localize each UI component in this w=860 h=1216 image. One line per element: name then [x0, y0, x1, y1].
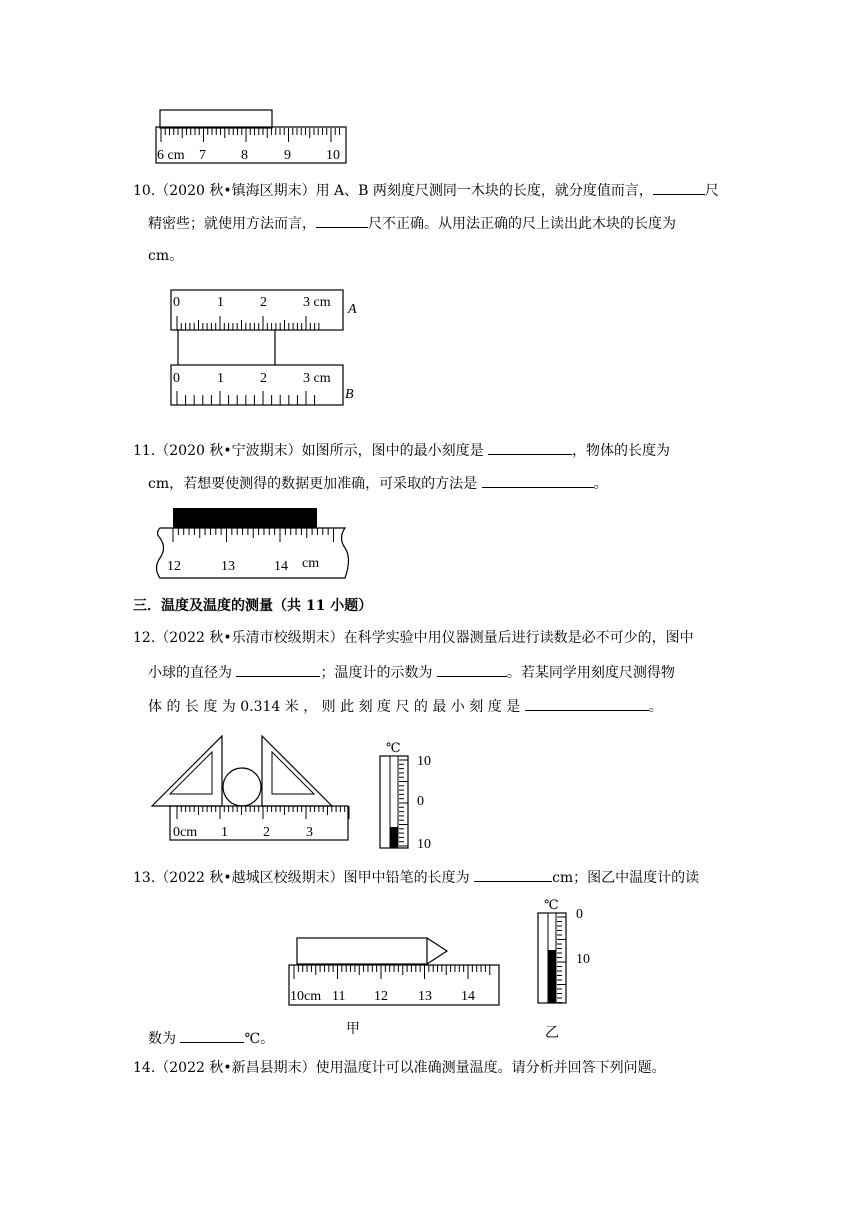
ruler-label: 2	[260, 371, 267, 386]
q13-line2: 数为 ℃。	[148, 1028, 274, 1049]
answer-blank[interactable]	[525, 696, 649, 711]
mercury-column	[548, 950, 556, 1003]
answer-blank[interactable]	[474, 867, 552, 882]
q12-line2: 小球的直径为 ；温度计的示数为 。若某同学用刻度尺测得物	[148, 662, 675, 683]
q10-line3: cm。	[148, 248, 184, 264]
ruler-label: 14	[274, 559, 288, 574]
rulers-a-b-figure	[165, 285, 365, 410]
ruler-q11-figure	[150, 505, 355, 583]
q10-line2: 精密些；就使用方法而言， 尺不正确。从用法正确的尺上读出此木块的长度为	[148, 213, 676, 234]
ruler-name-b: B	[345, 387, 354, 402]
ruler-label: 0	[173, 371, 180, 386]
ruler-label: 6 cm	[157, 148, 185, 163]
ball-diameter-figure	[150, 730, 360, 845]
thermo-label: 0	[576, 907, 583, 922]
answer-blank[interactable]	[437, 662, 507, 677]
section-title: 三．温度及温度的测量（共 11 小题）	[133, 598, 373, 614]
figure-caption-jia: 甲	[346, 1021, 360, 1037]
thermo-label: 10	[417, 837, 431, 852]
ruler-name-a: A	[348, 302, 357, 317]
ruler-label: 12	[374, 989, 388, 1004]
thermo-label: 10	[576, 952, 590, 967]
ball	[223, 768, 261, 806]
ruler-label: 8	[241, 148, 248, 163]
ruler-label: 10	[326, 148, 340, 163]
ruler-label: 13	[418, 989, 432, 1004]
q11-line2: cm，若想要使测得的数据更加准确，可采取的方法是 。	[148, 473, 608, 494]
thermo-unit: ℃	[386, 740, 401, 755]
ruler-label: 12	[167, 559, 181, 574]
q12-line3: 体 的 长 度 为 0.314 米 ， 则 此 刻 度 尺 的 最 小 刻 度 是 。	[148, 696, 663, 717]
figure-caption-yi: 乙	[545, 1025, 559, 1041]
thermometer-q12-figure	[375, 738, 445, 853]
answer-blank[interactable]	[488, 440, 572, 455]
answer-blank[interactable]	[653, 180, 705, 195]
q14-line1: 14.（2022 秋•新昌县期末）使用温度计可以准确测量温度。请分析并回答下列问题。	[133, 1060, 666, 1076]
ruler-label: 2	[260, 295, 267, 310]
thermo-label: 10	[417, 754, 431, 769]
ruler-label: 2	[263, 825, 270, 840]
ruler-label: 1	[217, 371, 224, 386]
answer-blank[interactable]	[180, 1028, 244, 1043]
ruler-label: 3 cm	[303, 371, 331, 386]
thermo-unit: ℃	[544, 897, 559, 912]
q13-line1: 13.（2022 秋•越城区校级期末）图甲中铅笔的长度为 cm；图乙中温度计的读	[133, 867, 699, 888]
thermo-label: 0	[417, 794, 424, 809]
ruler-label: 0cm	[173, 825, 198, 840]
answer-blank[interactable]	[316, 213, 368, 228]
ruler-label: 3	[306, 825, 313, 840]
ruler-label: 14	[461, 989, 475, 1004]
ruler-figure-top	[150, 105, 350, 167]
ruler-label: 11	[332, 989, 346, 1004]
answer-blank[interactable]	[482, 473, 594, 488]
ruler-label: 3 cm	[303, 295, 331, 310]
ruler-label: 10cm	[290, 989, 322, 1004]
ruler-label: cm	[302, 556, 320, 571]
q12-line1: 12.（2022 秋•乐清市校级期末）在科学实验中用仪器测量后进行读数是必不可少的，图中	[133, 630, 694, 646]
q11-line1: 11.（2020 秋•宁波期末）如图所示，图中的最小刻度是 ，物体的长度为	[133, 440, 670, 461]
pencil-figure	[285, 930, 505, 1010]
ruler-label: 7	[199, 148, 206, 163]
q10-line1: 10.（2020 秋•镇海区期末）用 A、B 两刻度尺测同一木块的长度，就分度值而言， 尺	[133, 180, 719, 201]
mercury-column	[390, 827, 398, 848]
ruler-label: 1	[221, 825, 228, 840]
ruler-label: 0	[173, 295, 180, 310]
ruler-label: 1	[217, 295, 224, 310]
thermometer-q13-figure	[530, 895, 610, 1010]
ruler-label: 9	[284, 148, 291, 163]
answer-blank[interactable]	[236, 662, 320, 677]
ruler-label: 13	[221, 559, 235, 574]
